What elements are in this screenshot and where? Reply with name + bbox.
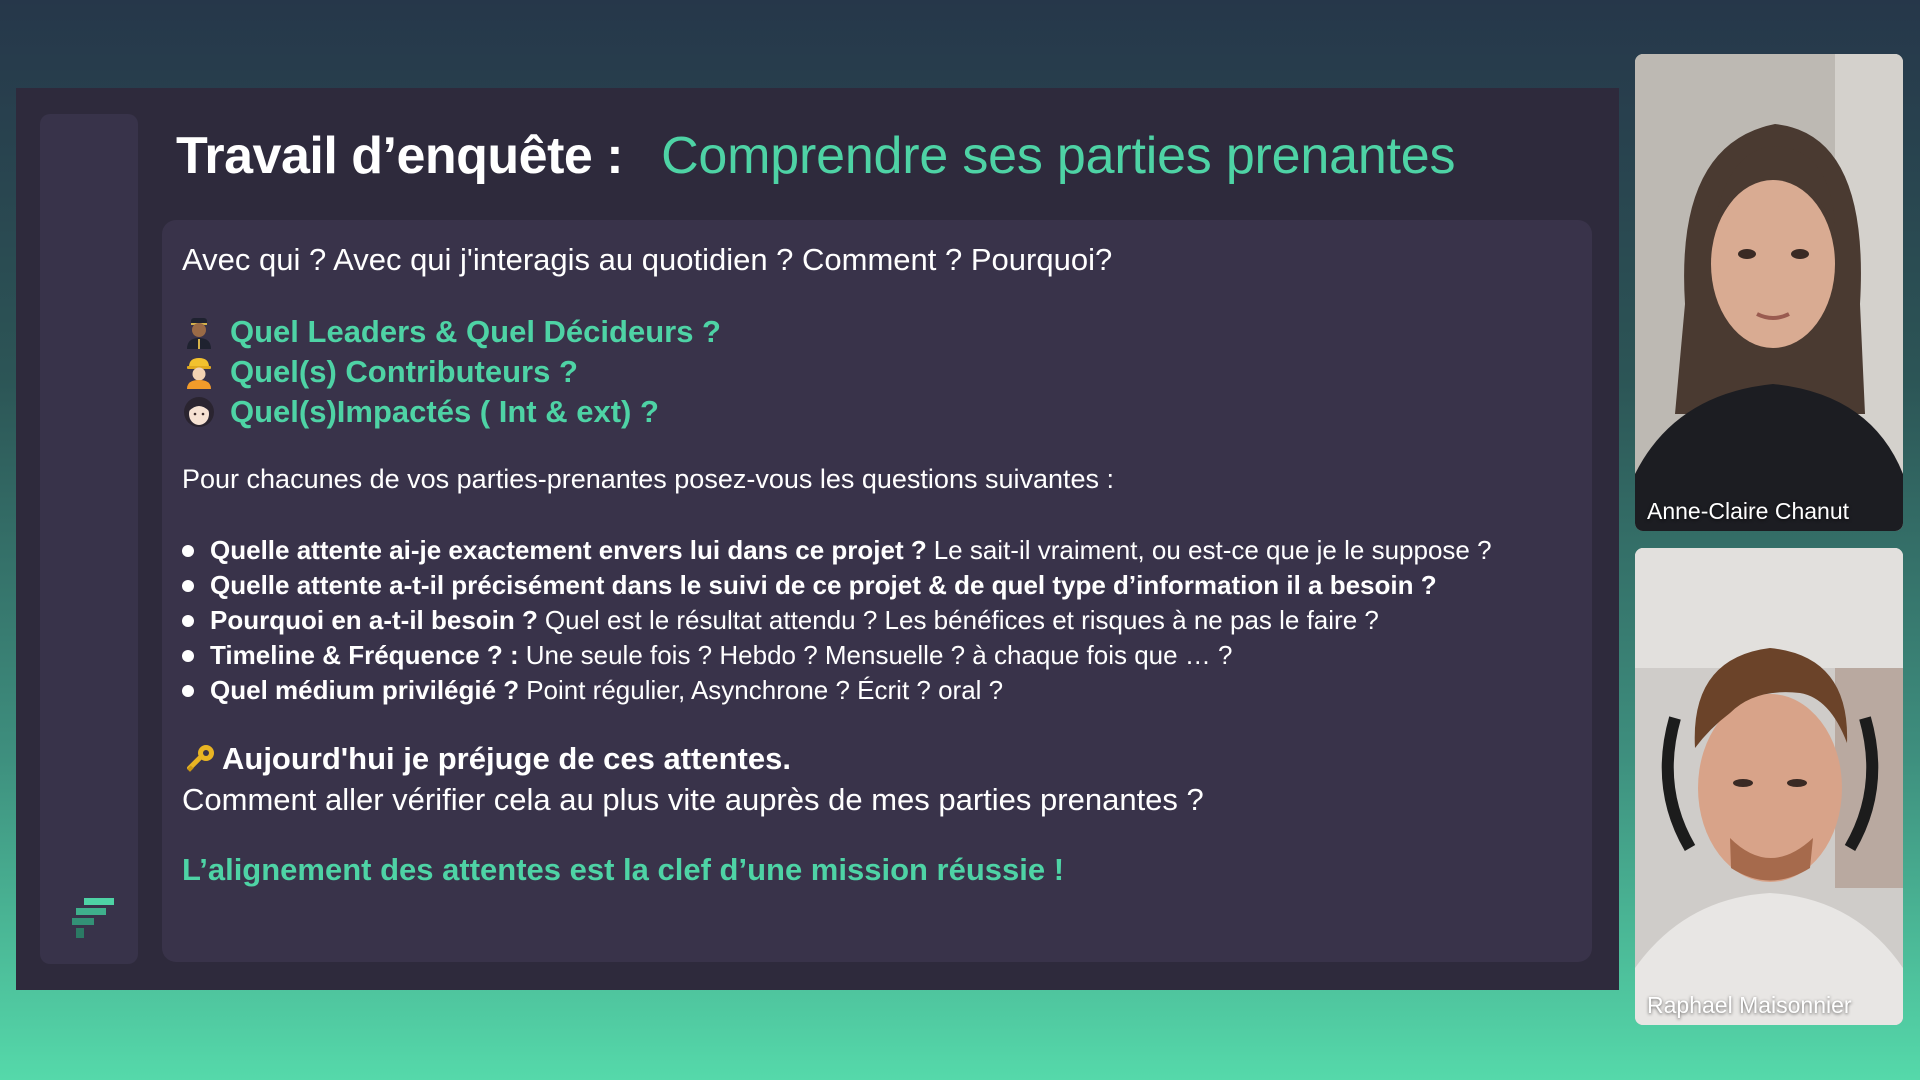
question-rest: Une seule fois ? Hebdo ? Mensuelle ? à chaque fois que … ? — [525, 640, 1233, 670]
roles-list — [182, 312, 721, 432]
question-strong: Quelle attente ai-je exactement envers lui dans ce projet ? — [210, 535, 927, 565]
role-label: Quel Leaders & Quel Décideurs ? — [230, 314, 721, 349]
bullet-icon — [182, 615, 194, 627]
slide-title — [176, 126, 1455, 186]
intro-text: Avec qui ? Avec qui j'interagis au quotidien ? Comment ? Pourquoi? — [182, 242, 1113, 277]
question-rest: Le sait-il vraiment, ou est-ce que je le suppose ? — [933, 535, 1492, 565]
questions-list — [182, 533, 1492, 708]
question-strong: Quelle attente a-t-il précisément dans le suivi de ce projet & de quel type d’information il a besoin ? — [210, 570, 1437, 600]
pilot-icon — [182, 315, 216, 349]
list-item — [182, 533, 1492, 568]
role-contributors — [182, 352, 721, 392]
bullet-icon — [182, 685, 194, 697]
list-item — [182, 638, 1492, 673]
role-leaders — [182, 312, 721, 352]
conclusion-text: L’alignement des attentes est la clef d’une mission réussie ! — [182, 852, 1065, 887]
role-label: Quel(s)Impactés ( Int & ext) ? — [230, 394, 659, 429]
participant-video-tile[interactable] — [1635, 54, 1903, 531]
bullet-icon — [182, 650, 194, 662]
slide-content-panel — [162, 220, 1592, 962]
question-rest: Point régulier, Asynchrone ? Écrit ? oral ? — [526, 675, 1004, 705]
list-item — [182, 568, 1492, 603]
question-rest: Quel est le résultat attendu ? Les bénéfices et risques à ne pas le faire ? — [544, 605, 1379, 635]
participant-video-icon — [1635, 548, 1903, 1025]
brand-logo-icon — [70, 896, 116, 940]
role-impacted — [182, 392, 721, 432]
key-icon — [182, 741, 218, 777]
construction-worker-icon — [182, 355, 216, 389]
takeaway-rest: Comment aller vérifier cela au plus vite auprès de mes parties prenantes ? — [182, 782, 1204, 817]
questions-lead: Pour chacunes de vos parties-prenantes posez-vous les questions suivantes : — [182, 464, 1115, 494]
takeaway — [182, 738, 1204, 820]
question-strong: Timeline & Fréquence ? : — [210, 640, 519, 670]
list-item — [182, 603, 1492, 638]
title-bold: Travail d’enquête : — [176, 127, 624, 185]
role-label: Quel(s) Contributeurs ? — [230, 354, 578, 389]
question-strong: Pourquoi en a-t-il besoin ? — [210, 605, 538, 635]
bullet-icon — [182, 545, 194, 557]
slide-sidebar — [40, 114, 138, 964]
question-strong: Quel médium privilégié ? — [210, 675, 520, 705]
takeaway-bold: Aujourd'hui je préjuge de ces attentes. — [222, 741, 791, 776]
title-light: Comprendre ses parties prenantes — [661, 127, 1456, 185]
participant-name: Raphael Maisonnier — [1647, 992, 1852, 1018]
bullet-icon — [182, 580, 194, 592]
list-item — [182, 673, 1492, 708]
person-face-icon — [182, 395, 216, 429]
takeaway-bold-line — [182, 738, 1204, 780]
participant-video-icon — [1635, 54, 1903, 531]
participant-video-tile[interactable] — [1635, 548, 1903, 1025]
participant-name: Anne-Claire Chanut — [1647, 498, 1850, 524]
presentation-slide — [16, 88, 1619, 990]
